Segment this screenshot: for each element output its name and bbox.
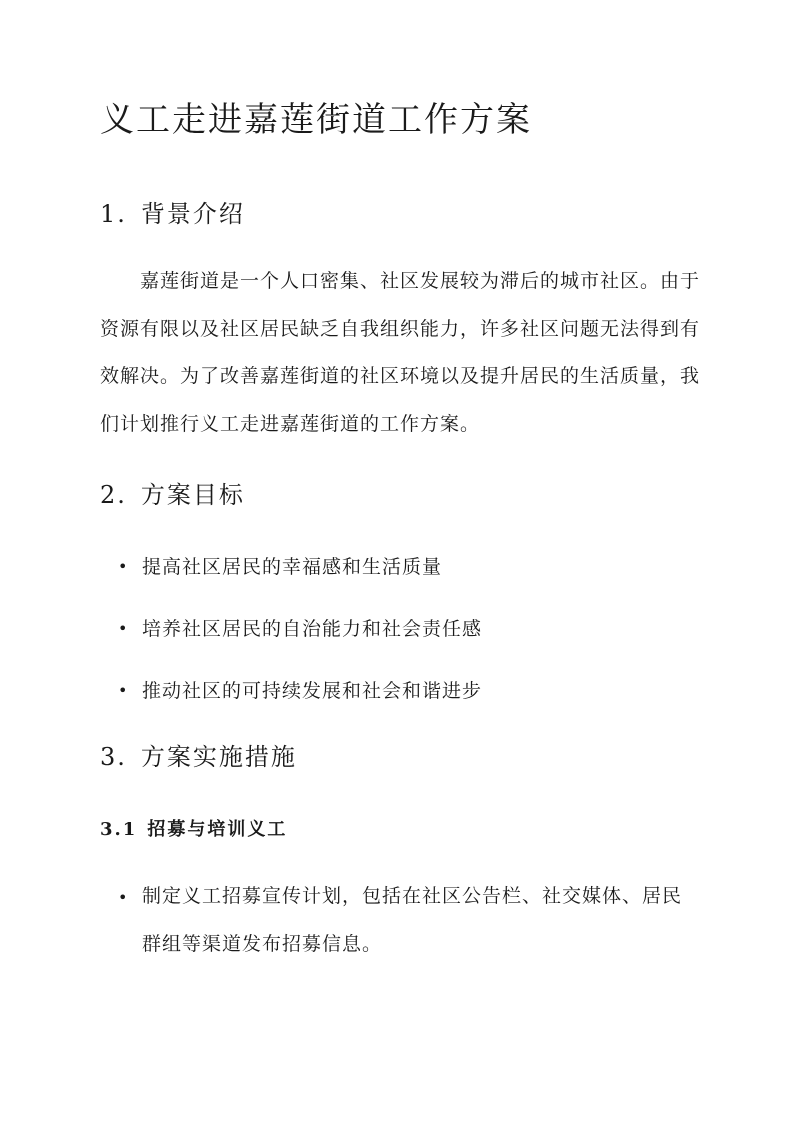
section-number: 2. (100, 481, 127, 509)
bullet-icon: • (118, 888, 129, 907)
background-paragraph: 嘉莲街道是一个人口密集、社区发展较为滞后的城市社区。由于资源有限以及社区居民缺乏自我组织能力，许多社区问题无法得到有效解决。为了改善嘉莲街道的社区环境以及提升居民的生活质量，我们计划推行义工走进嘉莲街道的工作方案。 (100, 270, 701, 435)
section-heading-goals (100, 478, 245, 512)
section-number: 3. (100, 743, 127, 771)
bullet-icon: • (118, 557, 129, 576)
list-item-text: 提高社区居民的幸福感和生活质量 (142, 556, 443, 578)
subsection-title: 招募与培训义工 (147, 819, 288, 840)
section-heading-measures (100, 740, 297, 774)
recruit-list (100, 872, 700, 968)
document-title: 义工走进嘉莲街道工作方案 (100, 100, 532, 140)
list-item (100, 872, 700, 968)
list-item-text: 制定义工招募宣传计划，包括在社区公告栏、社交媒体、居民群组等渠道发布招募信息。 (142, 885, 683, 955)
section-title: 背景介绍 (140, 200, 245, 228)
bullet-icon: • (118, 681, 129, 700)
list-item-text: 培养社区居民的自治能力和社会责任感 (142, 618, 483, 640)
list-item (100, 676, 700, 706)
goals-list (100, 552, 700, 738)
subsection-heading-recruit (100, 816, 287, 844)
list-item (100, 552, 700, 582)
section-title: 方案实施措施 (140, 743, 297, 771)
section-number: 1. (100, 200, 127, 228)
section-title: 方案目标 (140, 481, 245, 509)
list-item-text: 推动社区的可持续发展和社会和谐进步 (142, 680, 483, 702)
list-item (100, 614, 700, 644)
bullet-icon: • (118, 619, 129, 638)
subsection-number: 3.1 (100, 819, 138, 840)
section-heading-background (100, 197, 245, 231)
